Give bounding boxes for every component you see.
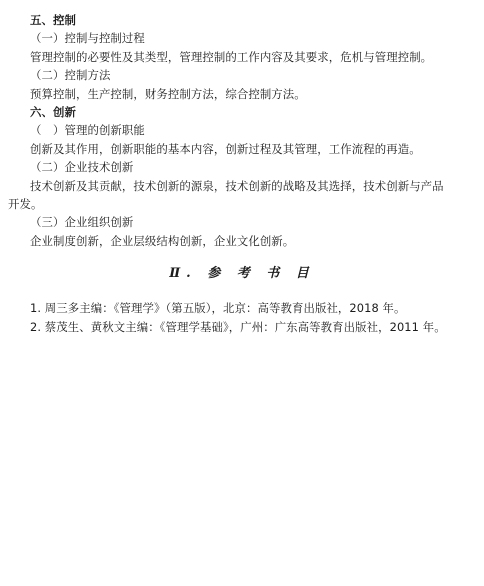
subsection-heading: （一）控制与控制过程 (30, 31, 145, 45)
paragraph: 预算控制，生产控制，财务控制方法，综合控制方法。 (30, 87, 306, 101)
reference-item: 2. 蔡茂生、黄秋文主编：《管理学基础》，广州：广东高等教育出版社，2011 年。 (30, 320, 446, 334)
section-heading-innovation: 六、创新 (30, 105, 76, 119)
reference-item: 1. 周三多主编：《管理学》（第五版），北京：高等教育出版社，2018 年。 (30, 301, 406, 315)
paragraph-continuation: 开发。 (8, 197, 43, 211)
references-title: Ⅱ. 参 考 书 目 (169, 266, 315, 281)
paragraph: 管理控制的必要性及其类型，管理控制的工作内容及其要求，危机与管理控制。 (30, 50, 433, 64)
subsection-heading: （二）控制方法 (30, 68, 111, 82)
paragraph: 创新及其作用，创新职能的基本内容，创新过程及其管理，工作流程的再造。 (30, 142, 421, 156)
paragraph: 技术创新及其贡献，技术创新的源泉，技术创新的战略及其选择，技术创新与产品 (30, 179, 444, 193)
subsection-heading: （三）企业组织创新 (30, 215, 134, 229)
paragraph: 企业制度创新，企业层级结构创新，企业文化创新。 (30, 234, 295, 248)
section-heading-control: 五、控制 (30, 13, 76, 27)
subsection-heading: （二）企业技术创新 (30, 160, 134, 174)
subsection-heading: （ ）管理的创新职能 (30, 123, 145, 137)
